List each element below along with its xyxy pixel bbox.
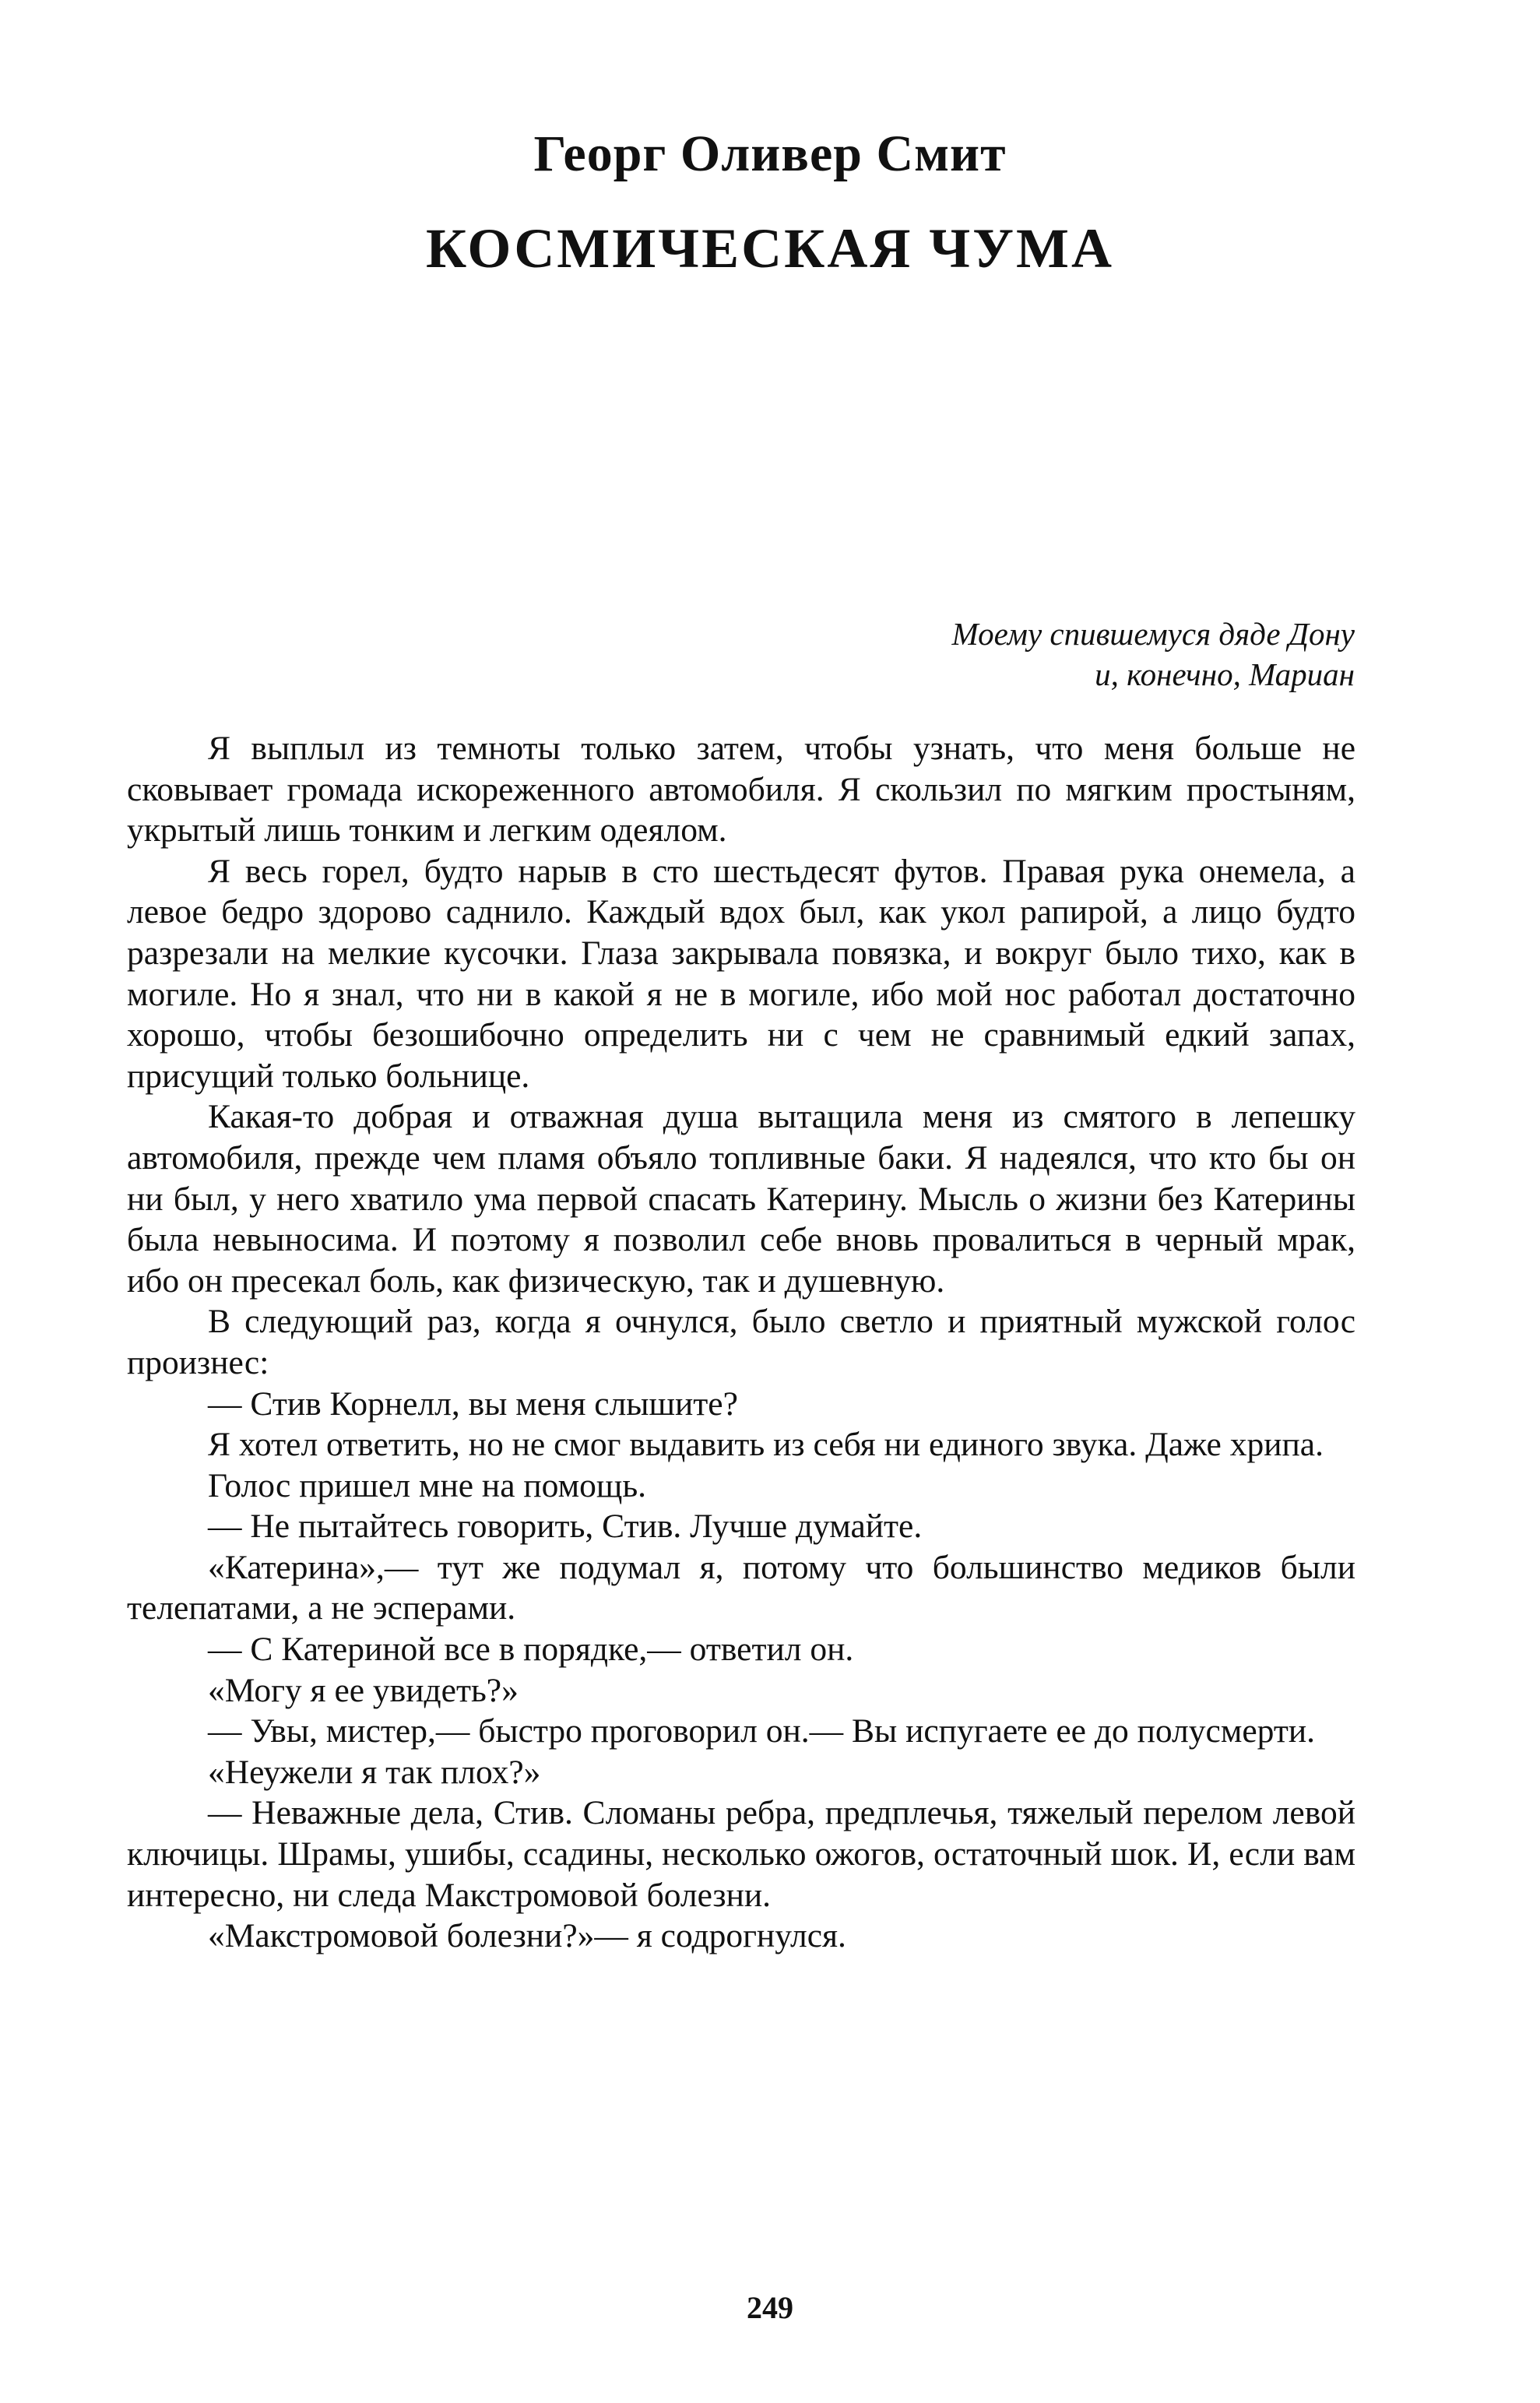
- dedication-line: и, конечно, Мариан: [1095, 656, 1355, 692]
- dedication-line: Моему спившемуся дяде Дону: [951, 616, 1355, 652]
- dedication: [654, 614, 1355, 695]
- paragraph: — Не пытайтесь говорить, Стив. Лучше думайте.: [208, 1508, 923, 1546]
- paragraph: Я хотел ответить, но не смог выдавить из себя ни единого звука. Даже хрипа.: [208, 1426, 1324, 1464]
- paragraph: — Стив Корнелл, вы меня слышите?: [208, 1384, 738, 1423]
- paragraph: Я выплыл из темноты только затем, чтобы узнать, что меня больше не сковывает громада искореженного автомобиля. Я скользил по мягким простыням, укрытый лишь тонким и легким одеялом.: [127, 730, 1355, 850]
- story-title: КОСМИЧЕСКАЯ ЧУМА: [426, 217, 1114, 280]
- paragraph: — Неважные дела, Стив. Сломаны ребра, предплечья, тяжелый перелом левой ключицы. Шрамы, ушибы, ссадины, несколько ожогов, остаточный шок. И, если вам интересно, ни следа Макстромовой болезни.: [127, 1794, 1355, 1914]
- paragraph: Какая-то добрая и отважная душа вытащила меня из смятого в лепешку автомобиля, прежде чем пламя объяло топливные баки. Я надеялся, что кто бы он ни был, у него хватило ума первой спасать Катерину. Мысль о жизни без Катерины была невыносима. И поэтому я позволил себе вновь провалиться в черный мрак, ибо он пресекал боль, как физическую, так и душевную.: [127, 1098, 1355, 1300]
- author-name: Георг Оливер Смит: [533, 125, 1007, 182]
- paragraph: Я весь горел, будто нарыв в сто шестьдесят футов. Правая рука онемела, а левое бедро здорово саднило. Каждый вдох был, как укол рапирой, а лицо будто разрезали на мелкие кусочки. Глаза закрывала повязка, и вокруг было тихо, как в могиле. Но я знал, что ни в какой я не в могиле, ибо мой нос работал достаточно хорошо, чтобы безошибочно определить ни с чем не сравнимый едкий запах, присущий только больнице.: [127, 852, 1355, 1095]
- paragraph: В следующий раз, когда я очнулся, было светло и приятный мужской голос произнес:: [127, 1303, 1355, 1381]
- paragraph: — С Катериной все в порядке,— ответил он.: [208, 1631, 854, 1669]
- paragraph: Голос пришел мне на помощь.: [208, 1466, 647, 1504]
- paragraph: «Макстромовой болезни?»— я содрогнулся.: [208, 1917, 846, 1955]
- paragraph: «Катерина»,— тут же подумал я, потому что большинство медиков были телепатами, а не эсперами.: [127, 1548, 1355, 1627]
- paragraph: «Могу я ее увидеть?»: [208, 1671, 519, 1709]
- paragraph: «Неужели я так плох?»: [208, 1753, 541, 1791]
- page-number: 249: [747, 2290, 793, 2325]
- body-text: [127, 728, 1355, 1957]
- paragraph: — Увы, мистер,— быстро проговорил он.— Вы испугаете ее до полусмерти.: [208, 1712, 1315, 1750]
